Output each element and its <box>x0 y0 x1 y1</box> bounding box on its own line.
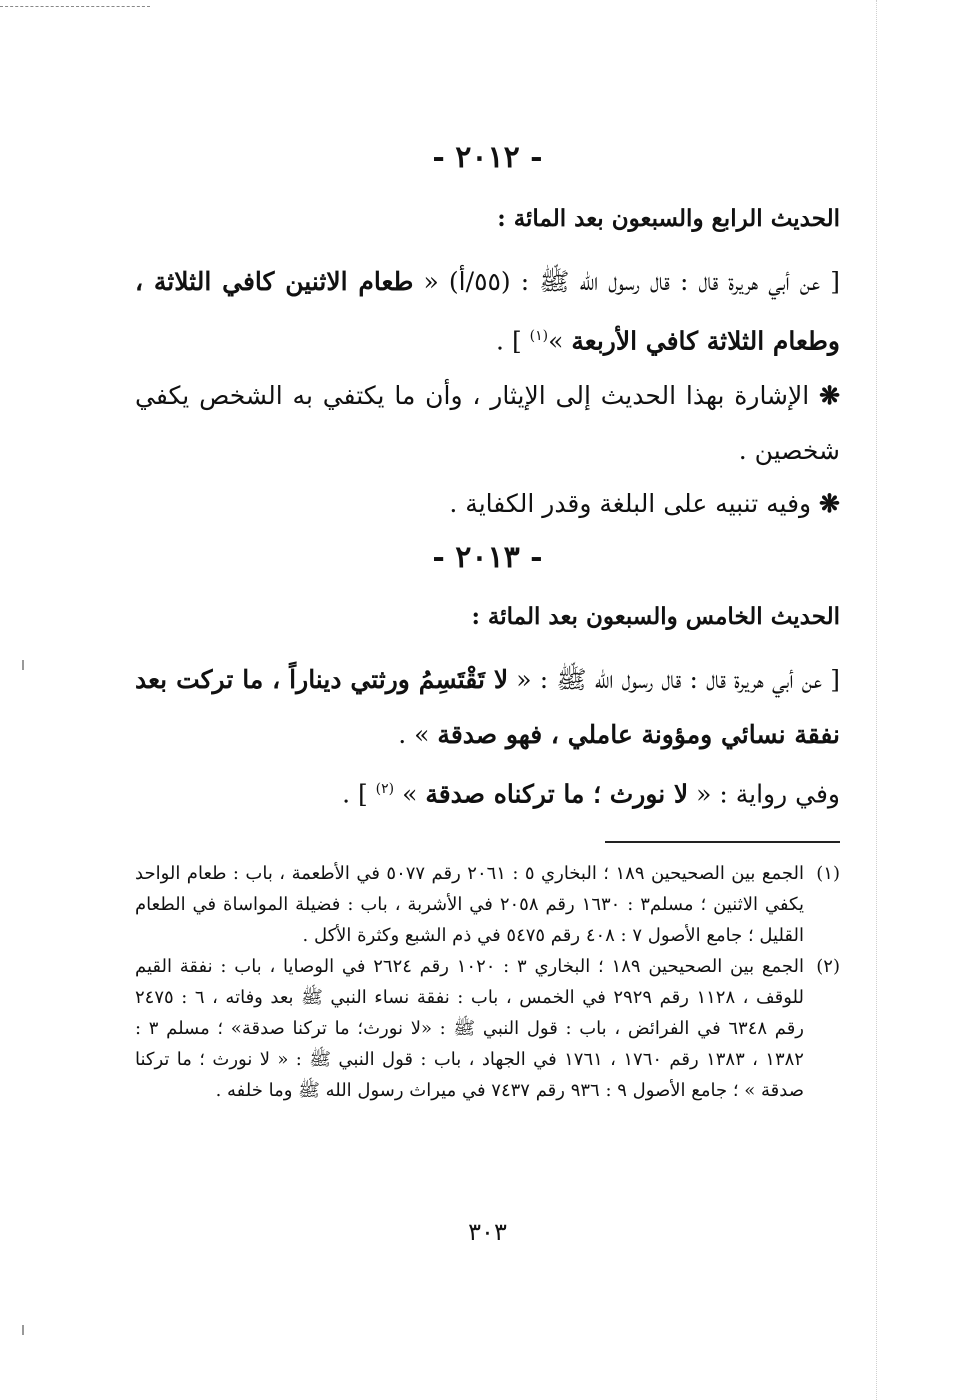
asterisk-bullet-icon: ❋ <box>819 489 840 518</box>
quote-close: » . <box>398 720 438 749</box>
scan-mark <box>22 660 24 670</box>
page-number: ٣٠٣ <box>468 1218 507 1246</box>
hadith-text <box>135 652 840 762</box>
footnote-text: الجمع بين الصحيحين ١٨٩ ؛ البخاري ٣ : ١٠٢٠ رقم ٢٦٢٤ في الوصايا ، باب : نفقة القيم للوقف ، ١١٢٨ رقم ٢٩٢٩ في الخمس ، باب : نفقة نساء النبي ﷺ بعد وفاته ، ٦ : ٢٤٧٥ رقم ٦٣٤٨ في الفرائض ، باب : قول النبي ﷺ : «لا نورث؛ ما تركنا صدقة» ؛ مسلم ٣ : ١٣٨٢ ، ١٣٨٣ رقم ١٧٦٠ ، ١٧٦١ في الجهاد ، باب : قول النبي ﷺ : « لا نورث ؛ ما تركنا صدقة » ؛ جامع الأصول ٩ : ٩٣٦ رقم ٧٤٣٧ في ميراث رسول الله ﷺ وما خلفه . <box>135 956 804 1101</box>
scan-margin-line <box>0 6 150 7</box>
commentary-text: الإشارة بهذا الحديث إلى الإيثار ، وأن ما يكتفي به الشخص يكفي شخصين . <box>135 381 840 465</box>
hadith-intro: [ عن أبي هريرة قال : قال رسول الله ﷺ : (٥٥/أ) « <box>413 267 841 296</box>
hadith-quote: لا تَقْتَسِمُ ورثتي ديناراً ، ما تركت بعد نفقة نسائي ومؤونة عاملي ، فهو صدقة <box>135 665 840 749</box>
variant-intro: وفي رواية : « <box>688 779 840 809</box>
footnote-ref[interactable]: (١) <box>529 328 549 344</box>
footnote-ref[interactable]: (٢) <box>375 781 395 797</box>
footnote-divider <box>605 841 840 843</box>
quote-close: » <box>394 779 426 809</box>
hadith-variant <box>135 762 840 821</box>
hadith-title: الحديث الرابع والسبعون بعد المائة : <box>497 205 840 232</box>
asterisk-bullet-icon: ❋ <box>819 381 841 410</box>
scan-mark <box>22 1325 24 1335</box>
commentary-text: وفيه تنبيه على البلغة وقدر الكفاية . <box>449 489 812 518</box>
hadith-number-heading: - ٢٠١٣ - <box>432 540 543 575</box>
footnote <box>135 951 840 1106</box>
footnotes <box>135 858 840 1106</box>
hadith-text <box>135 254 840 368</box>
quote-close: » <box>548 326 572 356</box>
variant-quote: لا نورث ؛ ما تركناه صدقة <box>425 779 689 809</box>
footnote-number: (٢) <box>816 956 840 977</box>
commentary-paragraph <box>135 476 840 531</box>
hadith-quote: طعام الاثنين كافي الثلاثة ، وطعام الثلاثة كافي الأربعة <box>135 267 840 356</box>
footnote-number: (١) <box>816 863 840 884</box>
hadith-number-heading: - ٢٠١٢ - <box>432 140 543 175</box>
bracket-close: ] . <box>496 326 530 356</box>
hadith-intro: [ عن أبي هريرة قال : قال رسول الله ﷺ : « <box>508 665 841 694</box>
scan-margin-line-right <box>876 0 877 1400</box>
footnote-text: الجمع بين الصحيحين ١٨٩ ؛ البخاري ٥ : ٢٠٦١ رقم ٥٠٧٧ في الأطعمة ، باب : طعام الواحد يكفي الاثنين ؛ مسلم٣ : ١٦٣٠ رقم ٢٠٥٨ في الأشربة ، باب : فضيلة المواساة في الطعام القليل ؛ جامع الأصول ٧ : ٤٠٨ رقم ٥٤٧٥ في ذم الشبع وكثرة الأكل . <box>135 863 804 946</box>
footnote <box>135 858 840 951</box>
hadith-title: الحديث الخامس والسبعون بعد المائة : <box>471 603 840 630</box>
bracket-close: ] . <box>342 779 376 809</box>
commentary-paragraph <box>135 368 840 478</box>
